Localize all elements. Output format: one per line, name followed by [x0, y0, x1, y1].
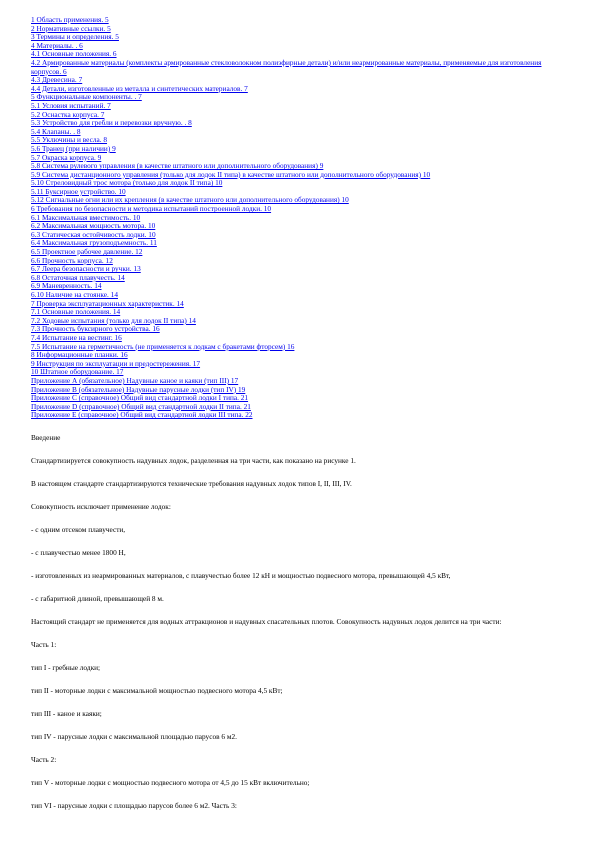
toc-link[interactable]: 5.11 Буксирное устройство. 10	[31, 186, 126, 196]
toc-link[interactable]: 6.1 Максимальная вместимость. 10	[31, 212, 141, 222]
toc-link[interactable]: 6.6 Прочность корпуса. 12	[31, 255, 113, 265]
toc-link[interactable]: 5 Функциональные компоненты. . 7	[31, 92, 142, 102]
toc-link[interactable]: 6.7 Леера безопасности и ручки. 13	[31, 264, 141, 274]
toc-link[interactable]: 1 Область применения. 5	[31, 15, 109, 24]
toc-link[interactable]: 7.3 Прочность буксирного устройства. 16	[31, 324, 160, 334]
toc-entry	[31, 145, 571, 154]
toc-link[interactable]: 7.1 Основные положения. 14	[31, 307, 121, 317]
intro-paragraph: Стандартизируется совокупность надувных лодок, разделенная на три части, как показано на рисунке 1.	[31, 455, 356, 465]
toc-link[interactable]: 2 Нормативные ссылки. 5	[31, 23, 111, 33]
toc-link[interactable]: 7.2 Ходовые испытания (только для лодок II типа) 14	[31, 315, 196, 325]
intro-paragraph: тип III - каное и каяки;	[31, 708, 102, 718]
toc-link[interactable]: 6.8 Остаточная плавучесть. 14	[31, 272, 125, 282]
intro-paragraph: - с одним отсеком плавучести,	[31, 524, 126, 534]
toc-link[interactable]: 4 Материалы. . 6	[31, 40, 83, 50]
toc-link[interactable]: 5.9 Система дистанционного управления (только для лодок II типа) в качестве штатного или дополнительного оборудования) 10	[31, 169, 431, 179]
toc-link[interactable]: 5.5 Уключины и весла. 8	[31, 135, 108, 145]
toc-entry	[31, 274, 571, 283]
toc-link[interactable]: 4.4 Детали, изготовленные из металла и синтетических материалов. 7	[31, 83, 248, 93]
document-page	[31, 16, 571, 824]
toc-link[interactable]: Приложение А (обязательное) Надувные каное и каяки (тип III) 17	[31, 375, 239, 385]
intro-paragraph: тип II - моторные лодки с максимальной мощностью подвесного мотора 4,5 кВт;	[31, 685, 283, 695]
toc-link[interactable]: 7.5 Испытание на герметичность (не применяется к лодкам с бракетами фторсем) 16	[31, 341, 295, 351]
toc-link[interactable]: 7.4 Испытание на вестинг. 16	[31, 332, 122, 342]
intro-paragraph: - с габаритной длиной, превышающей 8 м.	[31, 593, 164, 603]
toc-entry	[31, 102, 571, 111]
toc-link[interactable]: 4.2 Армированные материалы (комплекты армированные стекловолокном полиэфирные детали) и/или неармированные материалы, применяемые для изготовления корпусов. 6	[31, 57, 542, 76]
toc-link[interactable]: 4.1 Основные положения. 6	[31, 49, 117, 59]
toc-link[interactable]: 5.10 Стреловидный трос мотора (только для лодок II типа) 10	[31, 178, 223, 188]
introduction-section	[31, 433, 571, 810]
toc-link[interactable]: 4.3 Древесина. 7	[31, 75, 83, 85]
toc-link[interactable]: 5.7 Окраска корпуса. 9	[31, 152, 102, 162]
intro-paragraph: В настоящем стандарте стандартизируются технические требования надувных лодок типов I, II, III, IV.	[31, 478, 352, 488]
toc-link[interactable]: 5.3 Устройство для гребли и перевозки вручную. . 8	[31, 118, 192, 128]
intro-paragraph: тип VI - парусные лодки с площадью парусов более 6 м2. Часть 3:	[31, 800, 237, 810]
intro-paragraph: Часть 1:	[31, 639, 57, 649]
toc-entry	[31, 119, 571, 128]
toc-link[interactable]: 9 Инструкция по эксплуатации и предостережения. 17	[31, 358, 201, 368]
toc-link[interactable]: Приложение D (справочное) Общий вид стандартной лодки II типа. 21	[31, 401, 251, 411]
intro-paragraph: Настоящий стандарт не применяется для водных аттракционов и надувных спасательных плотов. Совокупность надувных лодок делится на три части:	[31, 616, 502, 626]
toc-link[interactable]: 5.4 Клапаны. . 8	[31, 126, 81, 136]
toc-link[interactable]: 6.9 Маневренность. 14	[31, 281, 102, 291]
toc-entry	[31, 93, 571, 102]
toc-entry	[31, 128, 571, 137]
intro-paragraph: тип I - гребные лодки;	[31, 662, 101, 672]
toc-link[interactable]: 5.6 Транец (при наличии) 9	[31, 143, 116, 153]
intro-paragraph: Часть 2:	[31, 754, 57, 764]
toc-link[interactable]: 8 Информационные планки. 16	[31, 350, 128, 360]
toc-entry	[31, 411, 571, 420]
intro-paragraph: тип V - моторные лодки с мощностью подвесного мотора от 4,5 до 15 кВт включительно;	[31, 777, 310, 787]
toc-link[interactable]: 5.12 Сигнальные огни или их крепления (в качестве штатного или дополнительного оборудования) 10	[31, 195, 349, 205]
intro-paragraph: - с плавучестью менее 1800 Н,	[31, 547, 126, 557]
toc-link[interactable]: 10 Штатное оборудование. 17	[31, 367, 124, 377]
toc-link[interactable]: Приложение С (справочное) Общий вид стандартной лодки I типа. 21	[31, 393, 249, 403]
toc-link[interactable]: 5.8 Система рулевого управления (в качестве штатного или дополнительного оборудования) 9	[31, 161, 324, 171]
toc-link[interactable]: 5.1 Условия испытаний. 7	[31, 100, 111, 110]
toc-link[interactable]: 3 Термины и определения. 5	[31, 32, 119, 42]
toc-link[interactable]: 6.2 Максимальная мощность мотора. 10	[31, 221, 156, 231]
toc-link[interactable]: 6.4 Максимальная грузоподъемность. 11	[31, 238, 157, 248]
intro-paragraph: тип IV - парусные лодки с максимальной площадью парусов 6 м2.	[31, 731, 237, 741]
introduction-heading: Введение	[31, 432, 61, 442]
toc-link[interactable]: 6.5 Проектное рабочее давление. 12	[31, 247, 143, 257]
table-of-contents	[31, 16, 571, 420]
introduction-body	[31, 456, 571, 810]
toc-entry	[31, 59, 571, 76]
toc-entry	[31, 33, 571, 42]
toc-link[interactable]: Приложение Е (справочное) Общий вид стандартной лодки III типа. 22	[31, 410, 253, 420]
intro-paragraph: Совокупность исключает применение лодок:	[31, 501, 171, 511]
toc-entry	[31, 16, 571, 25]
toc-link[interactable]: 6.10 Наличие на стоянке. 14	[31, 290, 118, 299]
intro-paragraph: - изготовленных из неармированных материалов, с плавучестью более 12 кН и мощностью подвесного мотора, превышающей 4,5 кВт,	[31, 570, 451, 580]
toc-link[interactable]: 5.2 Оснастка корпуса. 7	[31, 109, 105, 119]
toc-link[interactable]: 6 Требования по безопасности и методика испытаний построенной лодки. 10	[31, 204, 272, 214]
toc-link[interactable]: Приложение В (обязательное) Надувные парусные лодки (тип IV) 19	[31, 384, 246, 394]
toc-link[interactable]: 7 Проверка эксплуатационных характеристик. 14	[31, 298, 184, 308]
toc-link[interactable]: 6.3 Статическая остойчивость лодки. 10	[31, 229, 156, 239]
